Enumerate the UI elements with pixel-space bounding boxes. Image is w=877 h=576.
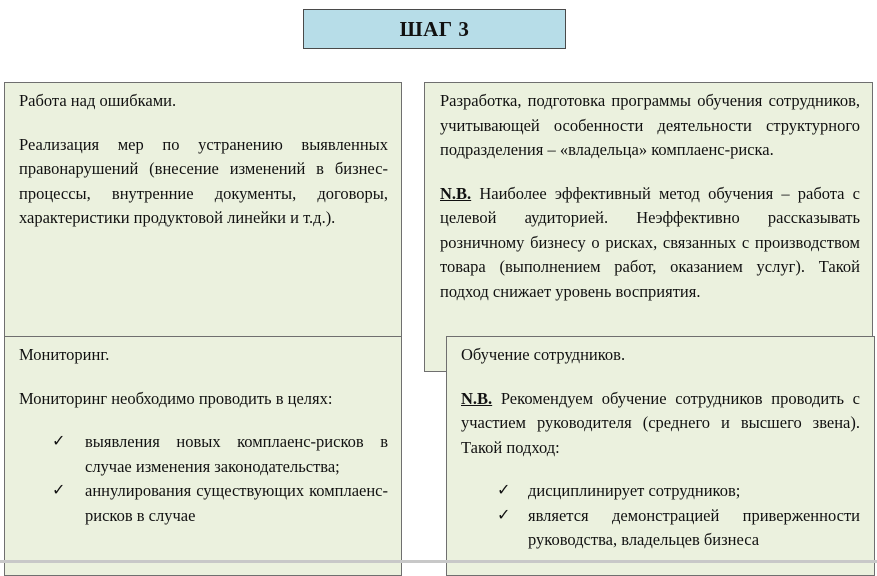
training-program-box [424,82,873,372]
monitoring-intro: Мониторинг необходимо проводить в целях: [19,388,333,408]
staff-training-box [446,336,875,576]
nb-label: N.B. [440,183,472,203]
program-nb-paragraph [440,182,860,305]
errors-body: Реализация мер по устранению выявленных правонарушений (внесение изменений в бизнес-процессы, внутренние документы, договоры, характеристики продуктовой линейки и т.д.). [19,134,388,227]
monitoring-heading: Мониторинг. [19,345,110,364]
training-nb-paragraph [461,387,860,461]
monitoring-box [4,336,402,576]
checkmark-icon: ✓ [52,433,66,450]
nb-label: N.B. [461,388,493,408]
list-item: ✓ выявления новых комплаенс-рисков в случае изменения законодательства; [52,432,388,476]
training-nb-text: Рекомендуем обучение сотрудников проводить с участием руководителя (среднего и высшего звена). Такой подход: [461,388,860,457]
training-list [461,479,860,553]
step-title: ШАГ 3 [303,9,566,49]
checkmark-icon: ✓ [497,506,511,524]
errors-work-box [4,82,402,340]
list-item: ✓ аннулирования существующих комплаенс-рисков в случае [52,481,388,525]
checkmark-icon: ✓ [497,482,511,499]
checkmark-icon: ✓ [52,482,66,499]
monitoring-list [19,430,388,528]
list-item: ✓ является демонстрацией приверженности руководства, владельцев бизнеса [497,505,860,549]
list-item: ✓ дисциплинирует сотрудников; [461,479,860,504]
training-heading: Обучение сотрудников. [461,345,626,364]
errors-heading: Работа над ошибками. [19,91,177,110]
program-nb-text: Наиболее эффективный метод обучения – работа с целевой аудиторией. Неэффективно рассказывать розничному бизнесу о рисках, связанных с производством товара (выполнением работ, оказанием услуг). Такой подход снижает уровень восприятия. [440,183,860,301]
program-body: Разработка, подготовка программы обучения сотрудников, учитывающей особенности деятельности структурного подразделения – «владельца» комплаенс-риска. [440,91,860,159]
